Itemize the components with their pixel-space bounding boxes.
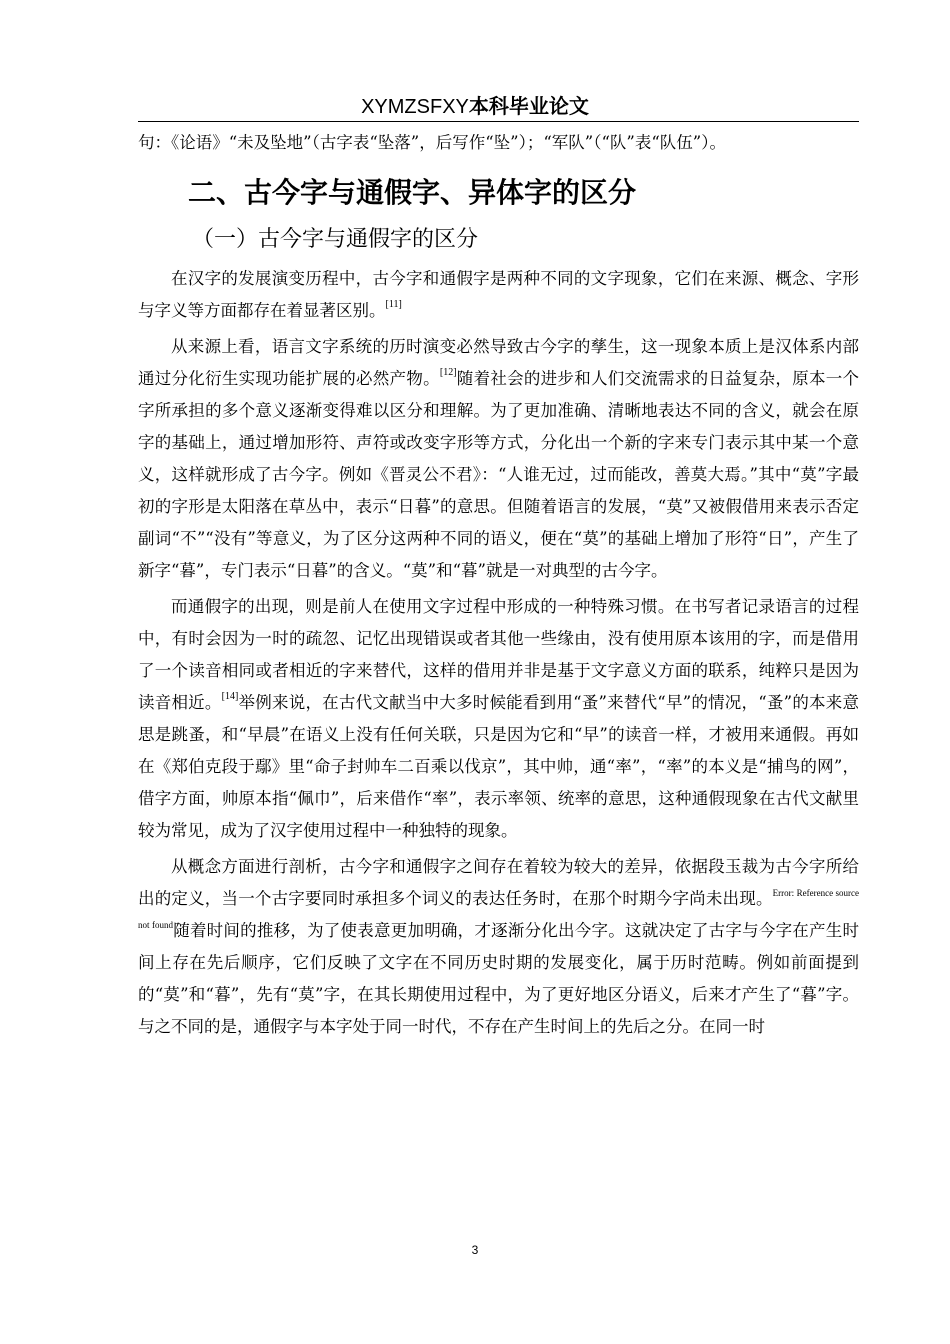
paragraph-4 <box>138 851 859 1043</box>
continued-paragraph: 句：《论语》“未及坠地”（古字表“坠落”，后写作“坠”）；“军队”（“队”表“队伍”）。 <box>138 133 726 152</box>
paragraph-1 <box>138 263 859 327</box>
reference-error: Error: Reference source not found <box>138 888 860 930</box>
subsection-heading: （一）古今字与通假字的区分 <box>192 227 479 252</box>
page-number: 3 <box>471 1243 479 1257</box>
paragraph-4-text-b: 随着时间的推移，为了使表意更加明确，才逐渐分化出今字。这就决定了古字与今字在产生时间上存在先后顺序，它们反映了文字在不同历史时期的发展变化，属于历时范畴。例如前面提到的“莫”和“暮”，先有“莫”字，在其长期使用过程中，为了更好地区分语义，后来才产生了“暮”字。与之不同的是，通假字与本字处于同一时代，不存在产生时间上的先后之分。在同一时 <box>138 921 860 1036</box>
header-latin: XYMZSFXY <box>361 96 469 118</box>
paragraph-2-text-b: 随着社会的进步和人们交流需求的日益复杂，原本一个字所承担的多个意义逐渐变得难以区分和理解。为了更加准确、清晰地表达不同的含义，就会在原字的基础上，通过增加形符、声符或改变字形等方式，分化出一个新的字来专门表示其中某一个意义，这样就形成了古今字。例如《晋灵公不君》：“人谁无过，过而能改，善莫大焉。”其中“莫”字最初的字形是太阳落在草丛中，表示“日暮”的意思。但随着语言的发展，“莫”又被假借用来表示否定副词“不”“没有”等意义，为了区分这两种不同的语义，便在“莫”的基础上增加了形符“日”，产生了新字“暮”，专门表示“日暮”的含义。“莫”和“暮”就是一对典型的古今字。 <box>138 369 860 580</box>
citation-11: [11] <box>385 299 402 310</box>
citation-14: [14] <box>221 691 239 702</box>
body-text <box>138 127 859 1043</box>
paragraph-3-text-a: 而通假字的出现，则是前人在使用文字过程中形成的一种特殊习惯。在书写者记录语言的过程中，有时会因为一时的疏忽、记忆出现错误或者其他一些缘由，没有使用原本该用的字，而是借用了一个读音相同或者相近的字来替代，这样的借用并非是基于文字意义方面的联系，纯粹只是因为读音相近。 <box>138 597 859 712</box>
section-heading: 二、古今字与通假字、异体字的区分 <box>188 176 637 209</box>
paragraph-1-text: 在汉字的发展演变历程中，古今字和通假字是两种不同的文字现象，它们在来源、概念、字形与字义等方面都存在着显著区别。 <box>138 269 859 320</box>
header-rule <box>138 121 859 122</box>
paragraph-3 <box>138 591 859 847</box>
paragraph-2-text-a: 从来源上看，语言文字系统的历时演变必然导致古今字的孳生，这一现象本质上是汉体系内部通过分化衍生实现功能扩展的必然产物。 <box>138 337 859 388</box>
header-title: 本科毕业论文 <box>468 94 589 118</box>
citation-12: [12] <box>439 367 457 378</box>
running-header <box>0 93 950 120</box>
paragraph-3-text-b: 举例来说，在古代文献当中大多时候能看到用“蚤”来替代“早”的情况，“蚤”的本来意思是跳蚤，和“早晨”在语义上没有任何关联，只是因为它和“早”的读音一样，才被用来通假。再如在《郑伯克段于鄢》里“命子封帅车二百乘以伐京”，其中帅，通“率”，“率”的本义是“捕鸟的网”，借字方面，帅原本指“佩巾”，后来借作“率”，表示率领、统率的意思，这种通假现象在古代文献里较为常见，成为了汉字使用过程中一种独特的现象。 <box>138 693 859 840</box>
paragraph-2 <box>138 331 859 587</box>
paragraph-4-text-a: 从概念方面进行剖析，古今字和通假字之间存在着较为较大的差异，依据段玉裁为古今字所给出的定义，当一个古字要同时承担多个词义的表达任务时，在那个时期今字尚未出现。 <box>138 857 859 908</box>
